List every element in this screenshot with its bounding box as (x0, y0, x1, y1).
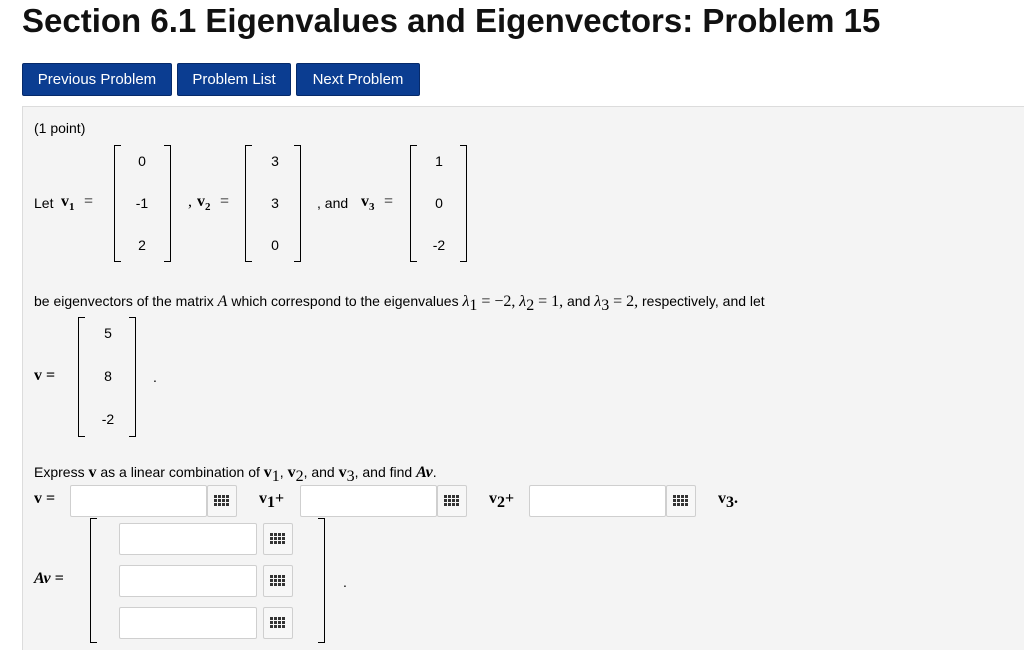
matrix-entry-icon[interactable] (263, 565, 293, 597)
points-label: (1 point) (34, 120, 86, 136)
v-entry: 8 (104, 368, 112, 384)
v2-entry: 3 (271, 153, 279, 169)
v-entry: 5 (104, 325, 112, 341)
matrix-entry-icon[interactable] (437, 485, 467, 517)
v3-entry: 1 (435, 153, 443, 169)
Av-left-bracket (90, 518, 97, 643)
eigen-sentence: be eigenvectors of the matrix A which correspond to the eigenvalues $\lambda_1 = -2$, $\lambda_2 = 1$, and $\lambda_3 = 2$, respectively, and let (34, 293, 765, 314)
Av-entry-1-input[interactable] (119, 523, 257, 555)
period: . (343, 574, 347, 590)
v-left-bracket (78, 317, 85, 437)
Av-entry-3-input[interactable] (119, 607, 257, 639)
equals-sign: = (220, 193, 230, 210)
coefficient-v3-input[interactable] (529, 485, 666, 517)
v3-entry: 0 (435, 195, 443, 211)
matrix-entry-icon[interactable] (263, 607, 293, 639)
problem-body (22, 106, 1024, 650)
v2-term: $v_2+$ (489, 490, 515, 512)
problem-list-button[interactable]: Problem List (177, 63, 291, 96)
matrix-entry-icon[interactable] (666, 485, 696, 517)
equals-sign: = (384, 193, 394, 210)
v2-left-bracket (245, 145, 252, 262)
Av-label: Av = (34, 570, 64, 587)
v1-label: $v_1$ (61, 193, 75, 214)
v1-entry: 2 (138, 237, 146, 253)
previous-problem-button[interactable]: Previous Problem (22, 63, 172, 96)
v1-entry: 0 (138, 153, 146, 169)
v1-right-bracket (164, 145, 171, 262)
v3-label: $v_3$ (361, 193, 375, 214)
express-sentence: Express v as a linear combination of $v_1$, $v_2$, and $v_3$, and find Av. (34, 464, 437, 485)
v2-right-bracket (294, 145, 301, 262)
coefficient-v1-input[interactable] (70, 485, 207, 517)
matrix-entry-icon[interactable] (207, 485, 237, 517)
v1-left-bracket (114, 145, 121, 262)
v-label: v = (34, 367, 56, 384)
v2-entry: 0 (271, 237, 279, 253)
Av-right-bracket (318, 518, 325, 643)
v-right-bracket (129, 317, 136, 437)
v2-label: $v_2$ (197, 193, 211, 214)
v3-left-bracket (410, 145, 417, 262)
v-entry: -2 (101, 411, 115, 427)
v1-entry: -1 (135, 195, 149, 211)
matrix-entry-icon[interactable] (263, 523, 293, 555)
period: . (153, 369, 157, 385)
Av-entry-2-input[interactable] (119, 565, 257, 597)
let-text: Let (34, 195, 54, 211)
v2-entry: 3 (271, 195, 279, 211)
v1-term: $v_1+$ (259, 490, 285, 512)
coefficient-v2-input[interactable] (300, 485, 437, 517)
equals-sign: = (84, 193, 94, 210)
v3-term: $v_3$. (718, 490, 738, 512)
v3-right-bracket (460, 145, 467, 262)
next-problem-button[interactable]: Next Problem (296, 63, 420, 96)
answer-v-label: v = (34, 490, 56, 507)
and-text: , and (317, 195, 349, 211)
v3-entry: -2 (432, 237, 446, 253)
page-title: Section 6.1 Eigenvalues and Eigenvectors: Problem 15 (22, 2, 881, 39)
comma: , (188, 193, 192, 210)
